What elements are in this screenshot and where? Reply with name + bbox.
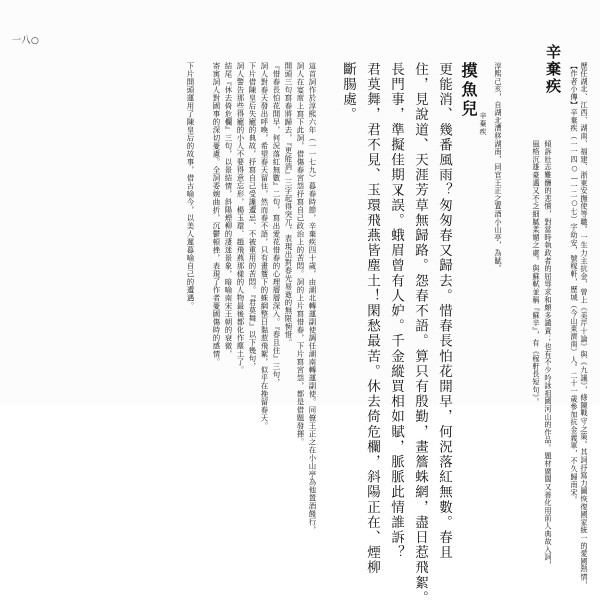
- author-name: 辛棄疾: [544, 44, 562, 95]
- commentary-line-8: 結尾『休去倚危欄』三句，以景結情，斜陽煙柳的淒迷景象，暗喻南宋王朝的衰微，: [224, 62, 233, 358]
- commentary-line-7: 詞人警告那些得寵的小人不要得意忘形，楊玉環、趙飛燕那樣的人物最後都化作塵土了。: [236, 62, 245, 374]
- author-bio-line-1: 【作者小傳】辛棄疾（一一四○—一二○七）字幼安，號稼軒，歷城（今山東濟南）人。二十一歲參加抗金義軍，不久歸南宋。: [570, 62, 579, 505]
- commentary-line-4: 『惜春長怕花開早，何況落紅無數』二句，寫出愛花惜春的心理層層深入。『春且住』三句，: [272, 62, 281, 387]
- author-bio-line-2: 歷任湖北、江西、湖南、福建、浙東安撫使等職。一生力主抗金，曾上《美芹十論》與《九議》，條陳戰守之策。其詞抒寫力圖恢復國家統一的愛國熱情，: [580, 62, 589, 589]
- commentary-line-2: 詞人在宴席上寫下此詞，借傷春宮怨抒寫自己政治上的苦悶。詞的上片寫惜春，下片寫宮怨，都是借題發揮。: [296, 62, 305, 446]
- poem-line-5: 斷腸處。: [340, 62, 356, 123]
- commentary-line-1: 這首詞作於淳熙六年（一一七九）暮春時節，辛棄疾四十歲，由湖北轉運副使調任湖南轉運副使。同僚王正之在小山亭為他置酒餞行，: [308, 62, 317, 534]
- poem-subtitle: 辛棄疾: [479, 112, 487, 136]
- commentary-line-6: 下片借陳皇后失寵的典故，抒寫自己受讒遭忌、不被重用的苦悶。『君莫舞』以下幾句，: [248, 62, 257, 371]
- author-bio-line-3: 傾訴壯志難酬的悲憤，對當時執政者的屈辱求和頗多譴責；也有不少吟詠祖國河山的作品。題材廣闊又善化用前人典故入詞，: [544, 140, 553, 569]
- commentary-line-9: 寄寓詞人對國事的深切憂慮。全詞委婉曲折，沉鬱頓挫，表現了作者憂國傷時的感情。: [212, 62, 221, 366]
- poem-preface: 淳熙己亥，自湖北漕移湖南，同官王正之置酒小山亭，為賦。: [494, 62, 503, 273]
- commentary-line-5: 詞人對春天發出呼喚，希望春天留住，然而春不語，只有畫簷下的蛛網整日黏惹飛絮，似乎在挽留春天。: [260, 62, 269, 430]
- poem-line-2: 住，見說道、天涯芳草無歸路。怨春不語。算只有殷勤，畫簷蛛網，盡日惹飛絮。: [412, 62, 428, 606]
- commentary-line-10: 下片開頭運用了陳皇后的故事，借古喻今，以美人遲暮喻自己的遭遇。: [186, 62, 195, 310]
- author-bio-line-4: 風格沉雄豪邁又不乏細膩柔媚之處。與蘇軾並稱『蘇辛』，有《稼軒長短句》。: [532, 140, 541, 406]
- poem-line-3: 長門事，準擬佳期又誤。蛾眉曾有人妒。千金縱買相如賦，脈脈此情誰訴？: [388, 62, 404, 561]
- commentary-line-3: 開頭三句寫春將歸去，『更能消』三字起得突兀，表現出對春光易逝的無限惋惜。: [284, 62, 293, 347]
- poem-line-1: 更能消、幾番風雨？匆匆春又歸去。惜春長怕花開早，何況落紅無數。春且: [436, 62, 452, 561]
- poem-title: 摸魚兒: [459, 62, 478, 119]
- page-number: 一八○: [12, 36, 40, 46]
- poem-line-4: 君莫舞，君不見、玉環飛燕皆塵土！閑愁最苦。休去倚危欄，斜陽正在、煙柳: [364, 62, 380, 576]
